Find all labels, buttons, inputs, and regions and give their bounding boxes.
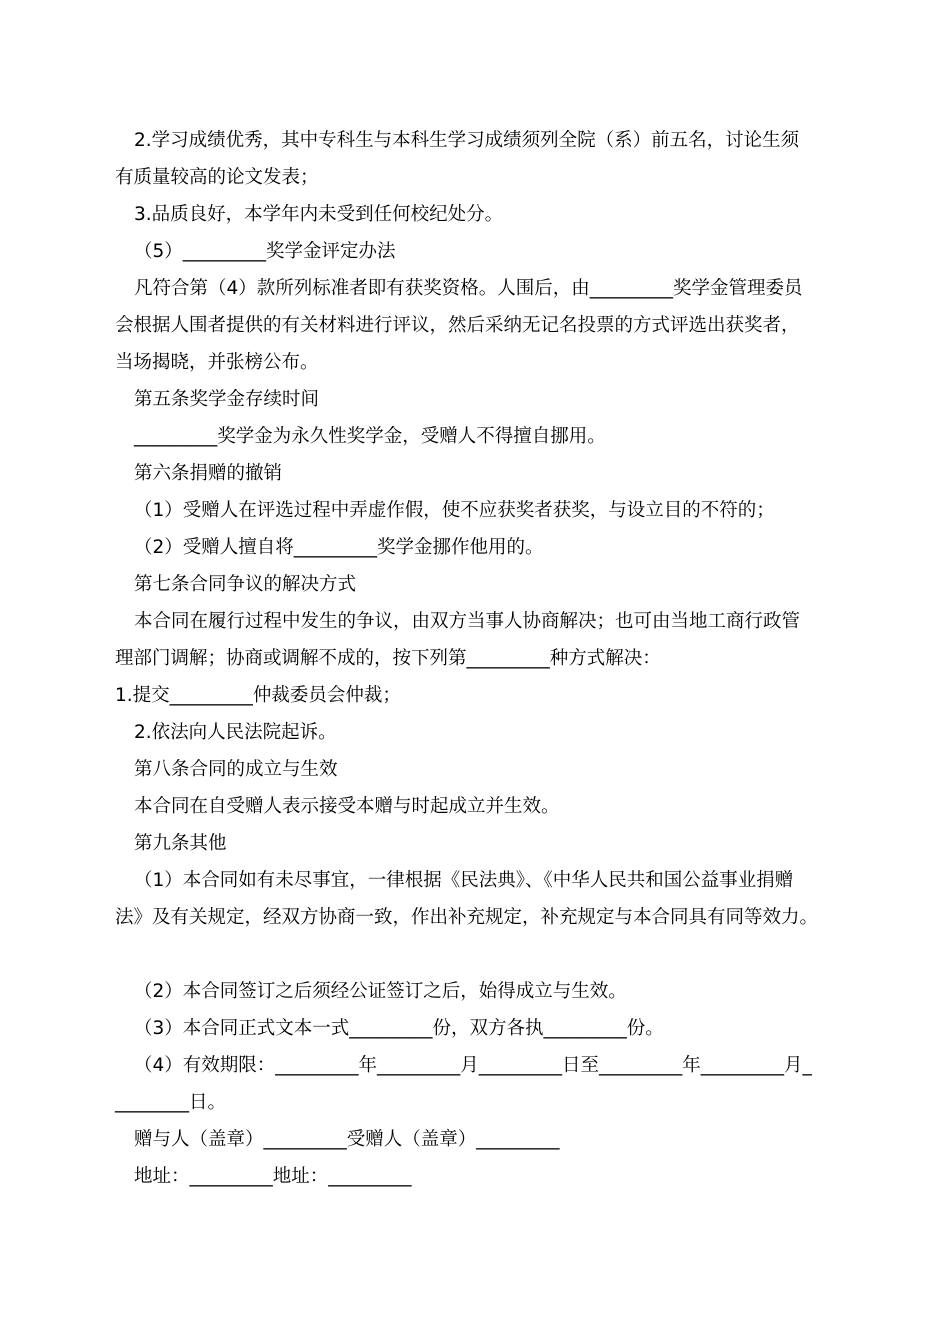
clause-line: （4）有效期限：_________年_________月_________日至_________年_________月_	[134, 1055, 812, 1076]
clause-line: 2.依法向人民法院起诉。	[134, 722, 337, 743]
clause-line: 本合同在自受赠人表示接受本赠与时起成立并生效。	[134, 796, 560, 817]
clause-line: （3）本合同正式文本一式_________份，双方各执_________份。	[134, 1018, 664, 1039]
section-heading: 第九条其他	[134, 833, 227, 854]
clause-line: （5）_________奖学金评定办法	[134, 241, 396, 262]
clause-line: 当场揭晓，并张榜公布。	[115, 352, 319, 373]
address-line: 地址：_________地址：_________	[134, 1166, 412, 1187]
signature-line: 赠与人（盖章）_________受赠人（盖章）_________	[134, 1129, 560, 1150]
clause-line: 会根据人围者提供的有关材料进行评议，然后采纳无记名投票的方式评选出获奖者，	[115, 315, 800, 336]
clause-line: ________日。	[115, 1092, 227, 1113]
clause-line: （2）受赠人擅自将_________奖学金挪作他用的。	[134, 537, 544, 558]
clause-line: 有质量较高的论文发表；	[115, 167, 319, 188]
section-heading: 第七条合同争议的解决方式	[134, 574, 357, 595]
section-heading: 第八条合同的成立与生效	[134, 759, 338, 780]
document-page	[115, 122, 855, 1195]
clause-line: 凡符合第（4）款所列标准者即有获奖资格。人围后，由_________奖学金管理委员	[134, 278, 803, 299]
clause-line: （1）本合同如有未尽事宜，一律根据《民法典》、《中华人民共和国公益事业捐赠	[134, 870, 794, 891]
clause-line: 3.品质良好，本学年内未受到任何校纪处分。	[134, 204, 504, 225]
section-heading: 第五条奖学金存续时间	[134, 389, 320, 410]
clause-line: 本合同在履行过程中发生的争议，由双方当事人协商解决；也可由当地工商行政管	[134, 611, 801, 632]
section-heading: 第六条捐赠的撤销	[134, 463, 283, 484]
clause-line: 法》及有关规定，经双方协商一致，作出补充规定，补充规定与本合同具有同等效力。	[115, 907, 819, 928]
blank-line	[115, 936, 855, 973]
clause-line: 理部门调解；协商或调解不成的，按下列第_________种方式解决：	[115, 648, 661, 669]
clause-line: （2）本合同签订之后须经公证签订之后，始得成立与生效。	[134, 981, 627, 1002]
clause-line: 1.提交_________仲裁委员会仲裁；	[115, 685, 401, 706]
clause-line: _________奖学金为永久性奖学金，受赠人不得擅自挪用。	[134, 426, 606, 447]
clause-line: （1）受赠人在评选过程中弄虚作假，使不应获奖者获奖，与设立目的不符的；	[134, 500, 775, 521]
clause-line: 2.学习成绩优秀，其中专科生与本科生学习成绩须列全院（系）前五名，讨论生须	[134, 130, 800, 151]
